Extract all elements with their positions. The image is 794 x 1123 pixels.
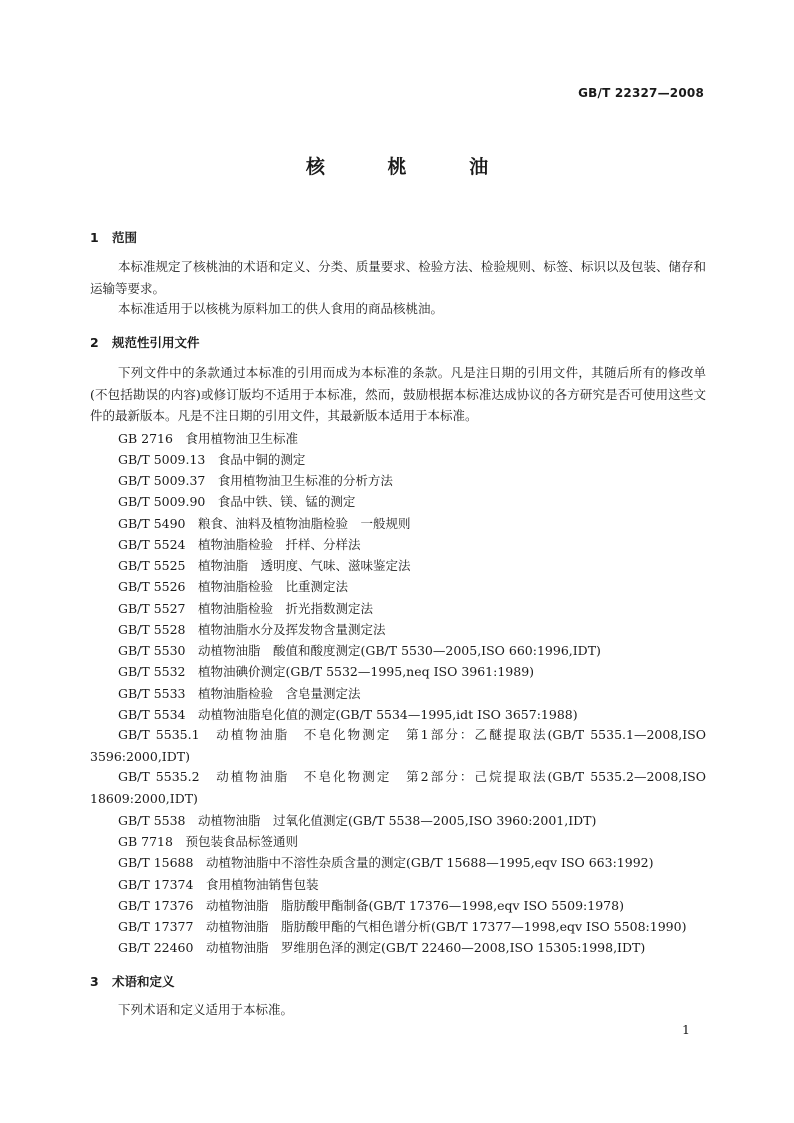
reference-item: GB 2716 食用植物油卫生标准	[118, 431, 298, 446]
reference-item: GB/T 5533 植物油脂检验 含皂量测定法	[118, 686, 361, 701]
reference-item: GB/T 5009.37 食用植物油卫生标准的分析方法	[118, 473, 393, 488]
reference-item: GB 7718 预包装食品标签通则	[118, 834, 298, 849]
reference-item: GB/T 5527 植物油脂检验 折光指数测定法	[118, 601, 374, 616]
reference-item: GB/T 5535.2 动植物油脂 不皂化物测定 第2部分：己烷提取法(GB/T 5535.2—2008,ISO 18609:2000,IDT)	[90, 769, 706, 806]
reference-item: GB/T 5534 动植物油脂皂化值的测定(GB/T 5534—1995,idt ISO 3657:1988)	[118, 707, 578, 722]
reference-item: GB/T 5524 植物油脂检验 扦样、分样法	[118, 537, 361, 552]
reference-item: GB/T 17376 动植物油脂 脂肪酸甲酯制备(GB/T 17376—1998,eqv ISO 5509:1978)	[118, 898, 624, 913]
reference-item: GB/T 5526 植物油脂检验 比重测定法	[118, 579, 349, 594]
section-3-heading	[90, 972, 175, 990]
reference-item: GB/T 5009.13 食品中铜的测定	[118, 452, 306, 467]
scope-paragraph-1: 本标准规定了核桃油的术语和定义、分类、质量要求、检验方法、检验规则、标签、标识以及包装、储存和运输等要求。	[90, 259, 706, 296]
reference-item: GB/T 17377 动植物油脂 脂肪酸甲酯的气相色谱分析(GB/T 17377—1998,eqv ISO 5508:1990)	[118, 919, 687, 934]
section-title: 术语和定义	[112, 974, 175, 989]
page-number: 1	[682, 1022, 690, 1037]
section-title: 范围	[112, 230, 138, 245]
reference-item: GB/T 5528 植物油脂水分及挥发物含量测定法	[118, 622, 386, 637]
reference-item: GB/T 5490 粮食、油料及植物油脂检验 一般规则	[118, 516, 411, 531]
section-number: 3	[90, 974, 99, 989]
standard-code: GB/T 22327—2008	[578, 86, 704, 100]
document-title: 核 桃 油	[305, 156, 517, 178]
reference-item: GB/T 5535.1 动植物油脂 不皂化物测定 第1部分：乙醚提取法(GB/T 5535.1—2008,ISO 3596:2000,IDT)	[90, 727, 706, 764]
reference-item: GB/T 15688 动植物油脂中不溶性杂质含量的测定(GB/T 15688—1995,eqv ISO 663:1992)	[118, 855, 654, 870]
section-number: 2	[90, 335, 99, 350]
reference-item: GB/T 5525 植物油脂 透明度、气味、滋味鉴定法	[118, 558, 411, 573]
reference-item: GB/T 22460 动植物油脂 罗维朋色泽的测定(GB/T 22460—2008,ISO 15305:1998,IDT)	[118, 940, 646, 955]
terms-paragraph: 下列术语和定义适用于本标准。	[118, 1002, 294, 1017]
scope-paragraph-2: 本标准适用于以核桃为原料加工的供人食用的商品核桃油。	[118, 301, 444, 316]
section-2-heading	[90, 333, 200, 351]
section-number: 1	[90, 230, 99, 245]
reference-item: GB/T 5538 动植物油脂 过氧化值测定(GB/T 5538—2005,ISO 3960:2001,IDT)	[118, 813, 597, 828]
reference-item: GB/T 17374 食用植物油销售包装	[118, 877, 319, 892]
reference-item: GB/T 5530 动植物油脂 酸值和酸度测定(GB/T 5530—2005,ISO 660:1996,IDT)	[118, 643, 601, 658]
reference-item: GB/T 5532 植物油碘价测定(GB/T 5532—1995,neq ISO 3961:1989)	[118, 664, 535, 679]
reference-item: GB/T 5009.90 食品中铁、镁、锰的测定	[118, 494, 356, 509]
normative-references-intro: 下列文件中的条款通过本标准的引用而成为本标准的条款。凡是注日期的引用文件，其随后所有的修改单(不包括勘误的内容)或修订版均不适用于本标准，然而，鼓励根据本标准达成协议的各方研究是否可使用这些文件的最新版本。凡是不注日期的引用文件，其最新版本适用于本标准。	[90, 365, 706, 423]
section-1-heading	[90, 228, 137, 246]
section-title: 规范性引用文件	[112, 335, 200, 350]
